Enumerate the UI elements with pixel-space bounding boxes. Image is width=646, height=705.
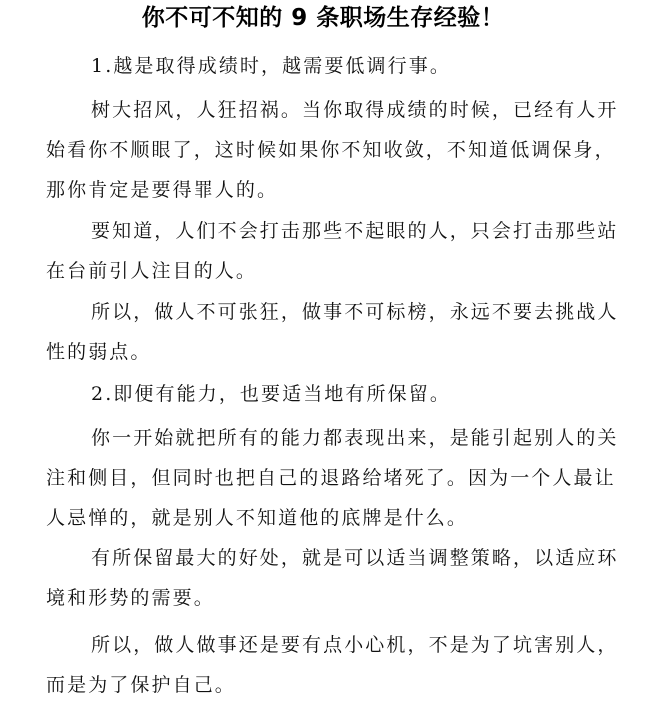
paragraph-line: 而是为了保护自己。 [46,674,236,696]
paragraph-line: 树大招风，人狂招祸。当你取得成绩的时候，已经有人开 [91,99,619,121]
paragraph-line: 那你肯定是要得罪人的。 [46,179,279,201]
paragraph-line: 要知道，人们不会打击那些不起眼的人，只会打击那些站 [91,220,619,242]
paragraph-line: 2.即便有能力，也要适当地有所保留。 [91,383,451,405]
paragraph-line: 人忌惮的，就是别人不知道他的底牌是什么。 [46,507,469,529]
paragraph-line: 1.越是取得成绩时，越需要低调行事。 [91,55,451,77]
paragraph-line: 所以，做人做事还是要有点小心机，不是为了坑害别人， [91,634,619,656]
paragraph-line: 注和侧目，但同时也把自己的退路给堵死了。因为一个人最让 [46,467,616,489]
paragraph [46,418,634,538]
paragraph-line: 在台前引人注目的人。 [46,260,258,282]
paragraph-line: 有所保留最大的好处，就是可以适当调整策略，以适应环 [91,547,619,569]
document-title: 你不可不知的 9 条职场生存经验！ [141,5,505,31]
paragraph-heading-1 [46,46,634,86]
paragraph-line: 你一开始就把所有的能力都表现出来，是能引起别人的关 [91,427,619,449]
paragraph-heading-2 [46,374,634,414]
paragraph [46,292,634,372]
paragraph-line: 始看你不顺眼了，这时候如果你不知收敛，不知道低调保身， [46,139,616,161]
paragraph-line: 性的弱点。 [46,341,152,363]
paragraph-line: 境和形势的需要。 [46,587,215,609]
paragraph [46,211,634,291]
paragraph [46,625,634,705]
paragraph [46,538,634,618]
paragraph-line: 所以，做人不可张狂，做事不可标榜，永远不要去挑战人 [91,301,619,323]
paragraph [46,90,634,210]
